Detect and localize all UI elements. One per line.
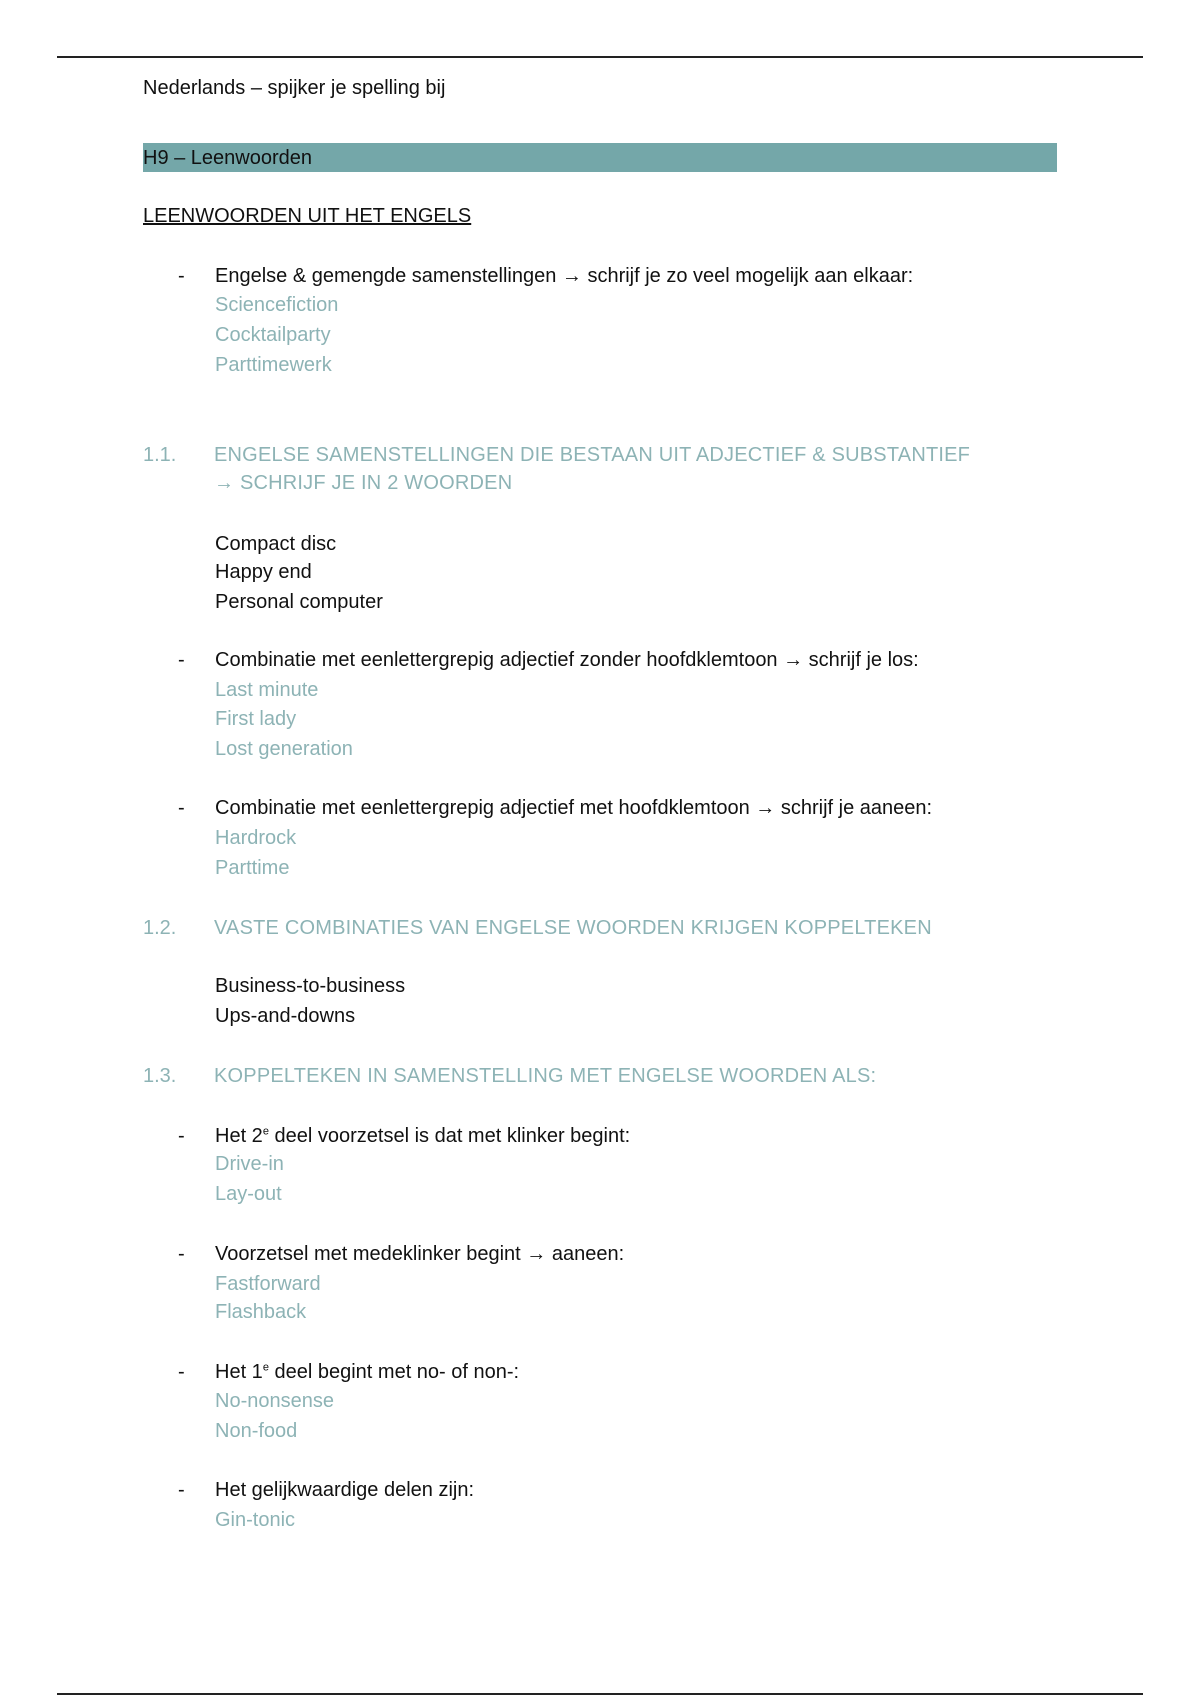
rule-text: Combinatie met eenlettergrepig adjectief met hoofdklemtoon → schrijf je aaneen: [215,797,933,819]
subsection-title: KOPPELTEKEN IN SAMENSTELLING MET ENGELSE WOORDEN ALS: [214,1065,877,1087]
bullet-dash: - [178,1479,185,1501]
example-word: No-nonsense [215,1390,334,1412]
example-word: Last minute [215,679,319,701]
example-word: Fastforward [215,1273,321,1295]
example-word: Gin-tonic [215,1509,296,1531]
rule-text: Het gelijkwaardige delen zijn: [215,1479,475,1501]
subsection-title: ENGELSE SAMENSTELLINGEN DIE BESTAAN UIT ADJECTIEF & SUBSTANTIEF [214,444,971,466]
bullet-dash: - [178,1125,185,1147]
rule-text: Engelse & gemengde samenstellingen → schrijf je zo veel mogelijk aan elkaar: [215,265,914,287]
example-word: Happy end [215,561,312,583]
example-word: Non-food [215,1420,298,1442]
section-title: LEENWOORDEN UIT HET ENGELS [143,205,472,227]
top-rule [57,56,1143,58]
bullet-dash: - [178,1243,185,1265]
subsection-number: 1.3. [143,1065,177,1087]
subsection-number: 1.1. [143,444,177,466]
bottom-rule [57,1693,1143,1695]
rule-text-pre: Het 1 [215,1361,263,1383]
example-word: Drive-in [215,1153,284,1175]
example-word: Cocktailparty [215,324,331,346]
chapter-heading-bar [143,143,1057,172]
rule-text: Voorzetsel met medeklinker begint → aaneen: [215,1243,625,1265]
subsection-title: VASTE COMBINATIES VAN ENGELSE WOORDEN KRIJGEN KOPPELTEKEN [214,917,932,939]
rule-text-post: deel voorzetsel is dat met klinker begint: [268,1125,631,1147]
bullet-dash: - [178,649,185,671]
example-word: Flashback [215,1301,307,1323]
example-word: Hardrock [215,827,297,849]
subsection-title-line2: → SCHRIJF JE IN 2 WOORDEN [214,472,513,494]
example-word: Ups-and-downs [215,1005,356,1027]
example-word: Parttimewerk [215,354,332,376]
example-word: Business-to-business [215,975,406,997]
example-word: First lady [215,708,297,730]
example-word: Lost generation [215,738,353,760]
example-word: Compact disc [215,533,337,555]
example-word: Personal computer [215,591,383,613]
bullet-dash: - [178,265,185,287]
bullet-dash: - [178,797,185,819]
page-header-title: Nederlands – spijker je spelling bij [143,77,446,99]
ordinal-superscript: e [262,1361,269,1374]
example-word: Parttime [215,857,290,879]
chapter-title: H9 – Leenwoorden [143,147,313,169]
rule-text [215,1124,630,1148]
ordinal-superscript: e [262,1125,269,1138]
subsection-number: 1.2. [143,917,177,939]
rule-text-post: deel begint met no- of non-: [268,1361,520,1383]
bullet-dash: - [178,1361,185,1383]
example-word: Sciencefiction [215,294,339,316]
rule-text: Combinatie met eenlettergrepig adjectief zonder hoofdklemtoon → schrijf je los: [215,649,919,671]
rule-text-pre: Het 2 [215,1125,263,1147]
example-word: Lay-out [215,1183,282,1205]
rule-text [215,1360,519,1384]
